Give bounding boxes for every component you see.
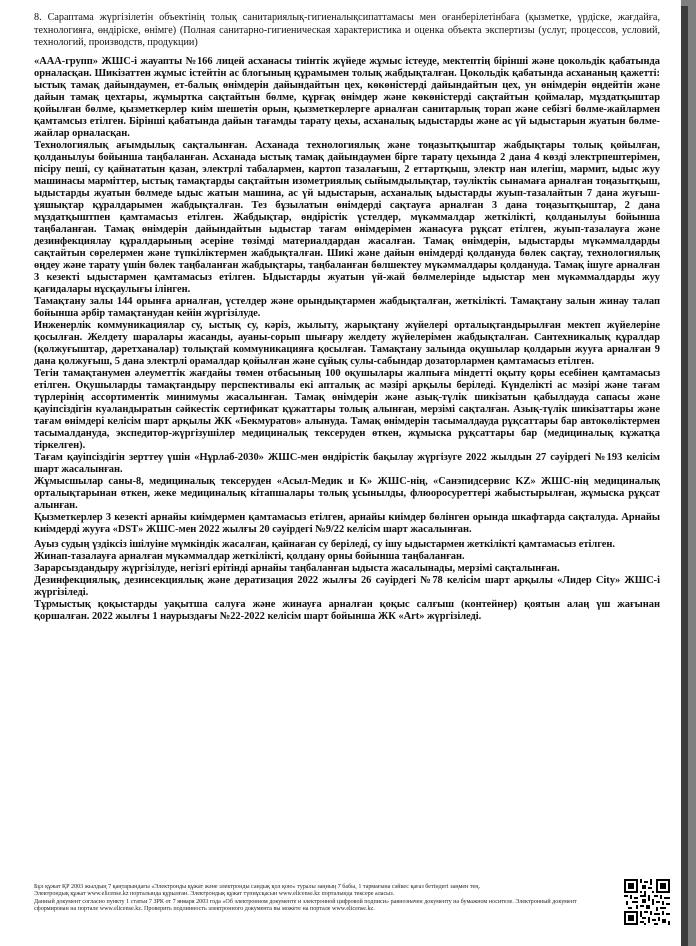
paragraph-staff: Жұмысшылар саны-8, медициналық тексеруден «Асыл-Медик и К» ЖШС-нің, «Санэпидсервис KZ» ЖШС-нің медициналық орталықтарынан өткен, жеке медициналық кітапшалары толық ұсынылды, флюоросуреттері жабыстырылған, жұмыска рұқсат алынған. <box>34 475 660 511</box>
page-shadow <box>681 6 688 946</box>
paragraph-canteen-layout: «ААА-групп» ЖШС-і жауапты №166 лицей асханасы тиінтік жүйеде жұмыс істеуде, мектептің бірінші және цокольдік қабатында орналасқан. Шикізаттен жұмыс істейтін ас блогының құрамымен толық жабдықталған. Цокольдік қабатында асхананың қажетті: ыстық тамақ дайындаумен, ет-балық өнімдерін дайындайтын цех, көкөністерді дайындайтын цех, ун өнімдерін өңдейтін және дайын тамақ цехтары, жұмыртка сақтайтын бөлме, құрғақ өнімдер және көкөністерді сақтайтын қоймалар, мұздатқыштар қойылған бөлме, қызметкерлер киім шешетін орын, қызметкерлерге арналған санитарлық торап және себізгі бөлме-жайлармен қамтамсыз етілген. Бірінші қабатында дайын тағамды тарату цехы, асханалық ыдыстарды және ас үй ыдыстарын жуатын бөлме-жайлар орналасқан. <box>34 55 660 139</box>
footer-line: Электрондық құжат www.elicense.kz порталында құрылған. Электрондық құжат түпнұсқасын www.elicense.kz порталында тексере аласыз. <box>34 891 395 898</box>
paragraph-free-meals: Тегін тамақтанумен әлеуметтік жағдайы төмен отбасының 100 оқушылары жалпыға міндетті оқыту қоры есебінен қамтамасыз етілген. Оқушыларды тамақтандыру перспективалы екі апталық ас мәзірі арқылы беріледі. Күнделікті ас мәзірі және тағам түрлерінің ассортиментік минимумы жасалынған. Тамақ өнімдерін және азық-түлік шикізатын қабылдауда сапасы және қауіпсіздігін куәландыратын сәйкестік сертификат құжаттары толық алынған, мерзімі сақталған. Азық-түлік шикізаттары және тағам өнімдері келісім шарт арқылы ЖК «Бекмуратов» алынуда. Тамақ өнімдерін тасымалдауда рұқсаттары бар автокөліктермен тасымалдануда, экспедитор-жүргізушілер медициналық тексеруден өткен, жұмыска рұқсаттары бар (медициналық кұжатқа тіркелген). <box>34 367 660 451</box>
footer-line: Данный документ согласно пункту 1 статьи 7 ЗРК от 7 января 2003 года «Об электронном документе и электронной цифровой подписи» равнозначен документу на бумажном носителе. Электронный документ сформирован на портале www.elicense.kz. Проверить подлинность электронного документа вы можете на портале www.elicense.kz. <box>34 898 577 913</box>
paragraph-disinfection: Зарарсыздандыру жүргізілуде, негізгі ерітінді арнайы таңбаланған ыдыста жасалынады, мерзімі сақталынған. <box>34 562 560 574</box>
paragraph-waste: Тұрмыстық қоқыстарды уақытша салуға және жинауға арналған қоқыс салғыш (контейнер) қоятын алаң үш жағынан қоршалған. 2022 жылғы 1 наурыздағы №22-2022 келісім шарт бойынша ЖК «Art» жүргізіледі. <box>34 598 660 622</box>
document-content <box>34 12 660 623</box>
paragraph-uniforms: Қызметкерлер 3 кезекті арнайы киімдермен қамтамасыз етілген, арнайы киімдер бөлінген орында шкафтарда сақталуда. Арнайы киімдерді жууға «DST» ЖШС-мен 2022 жылғы 20 сәуірдегі №9/22 келісім шарт жасалынған. <box>34 511 660 535</box>
footer-line: Бұл құжат ҚР 2003 жылдың 7 қаңтарындағы «Электронды құжат және электронды сандық қол қою» туралы заңның 7 бабы, 1 тармағына сәйкес қағаз бетіндегі заңмен тең. <box>34 884 480 890</box>
paragraph-utilities: Инженерлік коммуникациялар су, ыстық су, кәріз, жылыту, жарықтану жүйелері орталықтандырылған мектеп жүйелеріне қосылған. Желдету шаралары жасанды, ауаны-сорып шығару желдету жүйелерімен жабдықталған. Сантехникалық құралдар (қолжуғыштар, дәретханалар) толықтай коммуникацияға қосылған. Тамақтану залында оқушылар қолдарын жууға арналған 9 дана қолжуғыш, 5 дана электрлі орамалдар қойылған және сұйық сулы-сабындар дозаторлармен қамтамасыз етілген. <box>34 319 660 367</box>
qr-code-icon <box>624 879 670 925</box>
paragraph-drinking-water: Ауыз судың үздіксіз ішілуіне мүмкіндік жасалған, қайнаған су беріледі, су ішу ыдыстармен жеткілікті қамтамасыз етілген. <box>34 538 615 550</box>
legal-footer <box>34 884 609 914</box>
section-heading: 8. Сараптама жүргізілетін объектінің толық санитариялық-гигиеналықсипаттамасы мен оғанберілетінбаға (қызметке, үрдіске, жағдайға, технологияға, өндіріске, өнімге) (Полная санитарно-гигиеническая характеристика и оценка объекта экспертизы (услуг, процессов, условий, технологий, производств, продукции) <box>34 12 660 49</box>
paragraph-cleaning: Жинап-тазалауға арналған мүкәммалдар жеткілікті, қолдану орны бойынша таңбаланған. <box>34 550 465 562</box>
paragraph-equipment: Технологиялық ағымдылық сақталынған. Асханада технологиялық және тоңазытқыштар жабдықтары толық қойылған, қолданылуы бойынша таңбаланған. Асханада ыстық тамақ дайындаумен бірге тарату цехында 2 дана 4 көзді электрпештерімен, пісіру пеші, су қайнататын қазан, электрлі табалармен, картоп тазалағыш, 2 еттартқыш, электр нан илегіш, мармит, ыдыс жуу машинасы марміттер, ыстық тамақтарды сақтайтын изометриялық сыйымдылықтар, тәуліктік сынамаға арналған тоңазытқыш, ыдыстарды жуатын бөлмеде ыдыс жатын машина, ас үй ыдыстарын, асханалық ыдыстарды жуып-тазалайтын 7 дана жуғыш-ұяшықтар құралдарымен жабдықталған. Тез бұзылатын өнімдерді сақтауға арналған 3 дана тоңазытқыштар, 2 дана мұздатқыштпен қамтамасыз етілген. Жабдықтар, өндірістік үстелдер, мүкәммалдар жеткілікті, қолданылуы бойынша таңбаланған. Тамақ өнімдерін дайындайтын ыдыстар тағам өнімдерімен жанасуға рұқсат етілген, жуып-тазалауға және дезинфекциялау құралдарының әсеріне төзімді материалдардан жасалған. Тамақ өнімдерін, ыдыстарды мүкәммалдарды сақтайтын сөрелермен және түпкіліктермен жабдықталған. Шикі және дайын өнімдерді қолдануда бөлек сақтау, технологиялық өңдеу және тарату үшін бөлек таңбаланған жабдықтары, таңбаланған бөлшектеу мүкәммалдары қолдануда. Тамақ ішуге арналған 3 кезекті ыдыстармен қамтамасыз етілген. Ыдыстарды жуатын үй-жай бөлмелерінде ыдыстар мен мүкәммалдарды жуу қағидалары нұсқаулығы ілінген. <box>34 139 660 295</box>
paragraph-lab-contract: Тағам қауіпсіздігін зерттеу үшін «Нұрлаб-2030» ЖШС-мен өндірістік бақылау жүргізуге 2022 жылдын 27 сәуірдегі №193 келісім шарт жасалынған. <box>34 451 660 475</box>
paragraph-pest-control: Дезинфекциялық, дезинсекциялық және дератизация 2022 жылғы 26 сәуірдегі №78 келісім шарт арқылы «Лидер City» ЖШС-і жүргізіледі. <box>34 574 660 598</box>
paragraph-dining-hall: Тамақтану залы 144 орынға арналған, үстелдер және орындықтармен жабдықталған, жеткілікті. Тамақтану залын жинау талап бойынша әрбір тамақтанудан кейін жүргізілуде. <box>34 295 660 319</box>
